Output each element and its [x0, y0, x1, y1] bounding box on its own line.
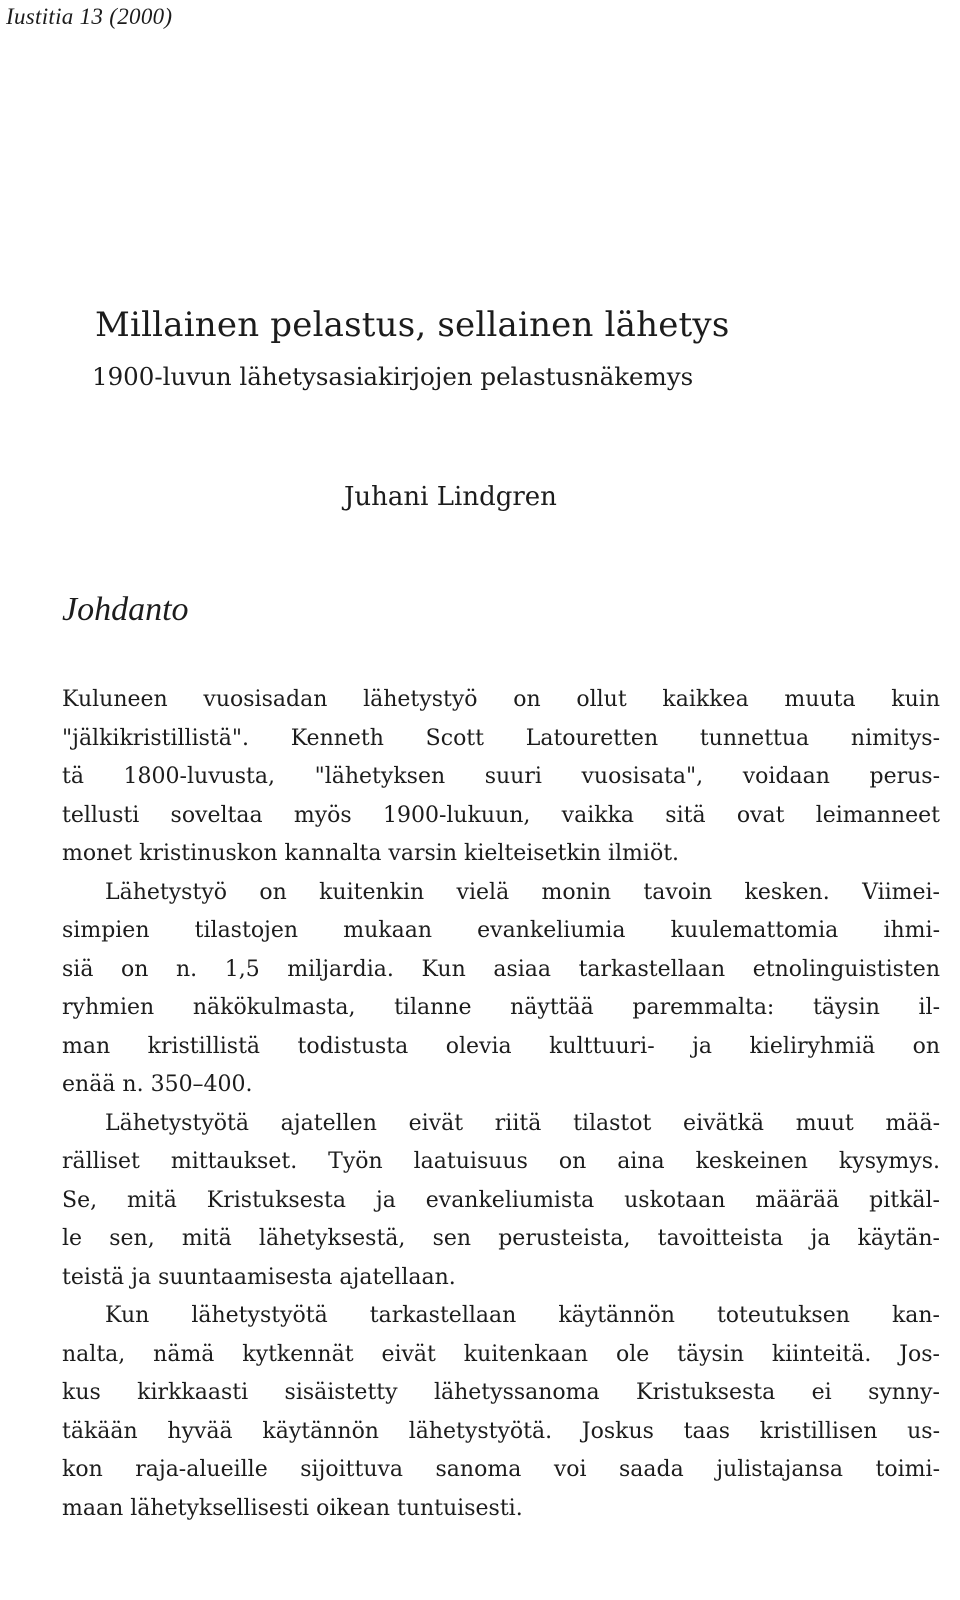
text-line: tä 1800-luvusta, "lähetyksen suuri vuosisata", voidaan perus-	[62, 764, 940, 789]
text-line: kon raja-alueille sijoittuva sanoma voi saada julistajansa toimi-	[62, 1457, 940, 1482]
text-line: monet kristinuskon kannalta varsin kielteisetkin ilmiöt.	[62, 841, 680, 866]
body-text	[62, 681, 940, 1528]
section-heading: Johdanto	[62, 591, 189, 628]
text-line: kus kirkkaasti sisäistetty lähetyssanoma Kristuksesta ei synny-	[62, 1380, 940, 1405]
text-line: Se, mitä Kristuksesta ja evankeliumista uskotaan määrää pitkäl-	[62, 1187, 940, 1213]
article-subtitle: 1900-luvun lähetysasiakirjojen pelastusnäkemys	[92, 362, 694, 391]
text-line: nalta, nämä kytkennät eivät kuitenkaan ole täysin kiinteitä. Jos-	[62, 1341, 940, 1367]
author-name: Juhani Lindgren	[344, 482, 557, 512]
text-line: teistä ja suuntaamisesta ajatellaan.	[62, 1264, 456, 1290]
text-line: täkään hyvää käytännön lähetystyötä. Joskus taas kristillisen us-	[62, 1418, 940, 1444]
text-line: Lähetystyötä ajatellen eivät riitä tilastot eivätkä muut mää-	[105, 1110, 940, 1136]
text-line: simpien tilastojen mukaan evankeliumia kuulemattomia ihmi-	[62, 918, 940, 943]
text-line: Lähetystyö on kuitenkin vielä monin tavoin kesken. Viimei-	[105, 879, 940, 905]
text-line: rälliset mittaukset. Työn laatuisuus on aina keskeinen kysymys.	[62, 1149, 940, 1174]
text-line: tellusti soveltaa myös 1900-lukuun, vaikka sitä ovat leimanneet	[62, 802, 940, 828]
text-line: le sen, mitä lähetyksestä, sen perusteista, tavoitteista ja käytän-	[62, 1226, 940, 1251]
text-line: Kuluneen vuosisadan lähetystyö on ollut kaikkea muuta kuin	[62, 687, 940, 712]
text-line: ryhmien näkökulmasta, tilanne näyttää paremmalta: täysin il-	[62, 995, 940, 1020]
text-line: man kristillistä todistusta olevia kulttuuri- ja kieliryhmiä on	[62, 1033, 940, 1059]
text-line: Kun lähetystyötä tarkastellaan käytännön toteutuksen kan-	[105, 1303, 940, 1328]
text-line: siä on n. 1,5 miljardia. Kun asiaa tarkastellaan etnolinguististen	[62, 956, 940, 982]
text-line: enää n. 350–400.	[62, 1072, 253, 1097]
text-line: "jälkikristillistä". Kenneth Scott Latouretten tunnettua nimitys-	[62, 725, 940, 751]
text-line: maan lähetyksellisesti oikean tuntuisesti.	[62, 1495, 523, 1521]
article-title: Millainen pelastus, sellainen lähetys	[95, 305, 730, 345]
running-head: Iustitia 13 (2000)	[6, 4, 173, 29]
